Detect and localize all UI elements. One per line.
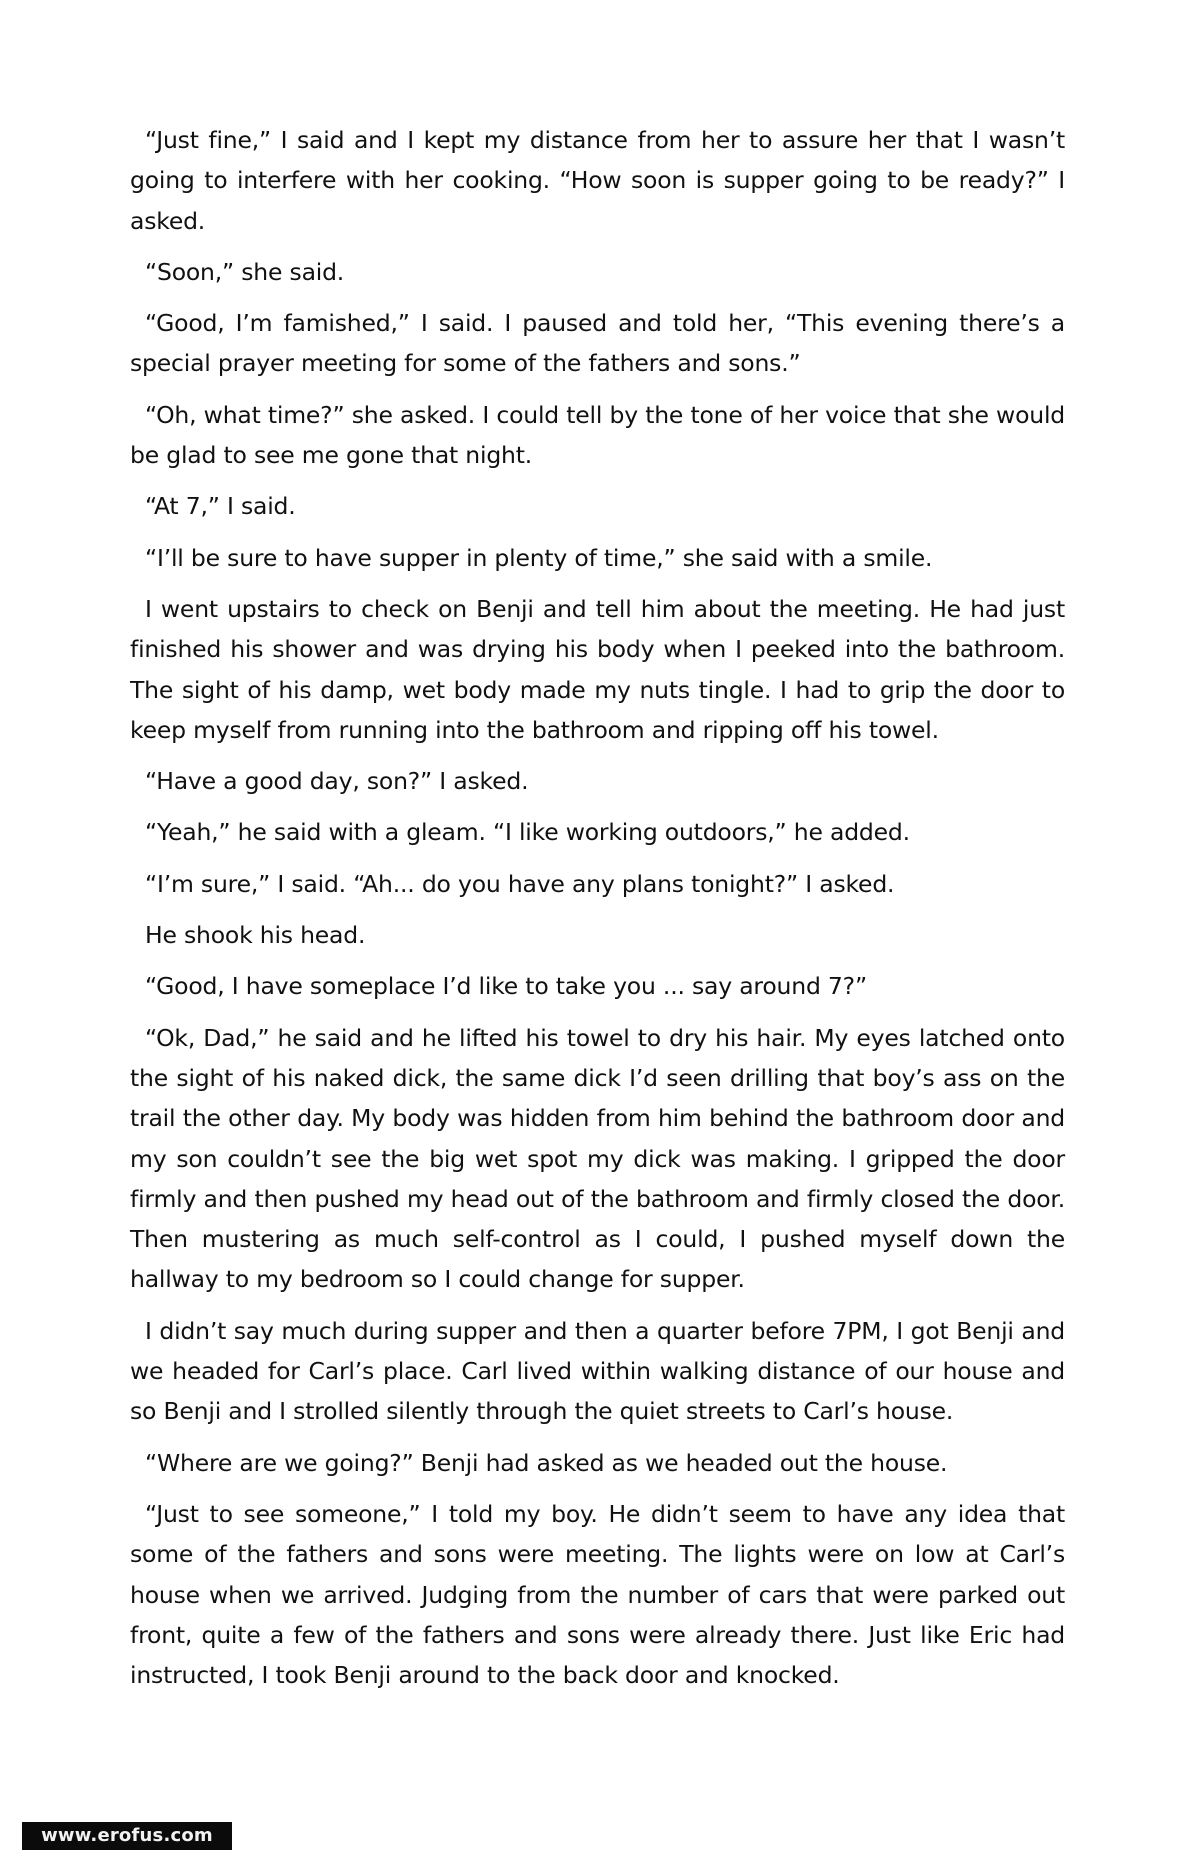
paragraph-10: “I’m sure,” I said. “Ah... do you have any plans tonight?” I asked. [145,869,895,898]
paragraph-4: “Oh, what time?” she asked. I could tell by the tone of her voice that she would be glad to see me gone that night. [130,400,1065,470]
paragraph-16: “Just to see someone,” I told my boy. He didn’t seem to have any idea that some of the fathers and sons were meeting. The lights were on low at Carl’s house when we arrived. Judging from the number of cars that were parked out front, quite a few of the fathers and sons were already there. Just like Eric had instructed, I took Benji around to the back door and knocked. [130,1499,1065,1690]
paragraph-13: “Ok, Dad,” he said and he lifted his towel to dry his hair. My eyes latched onto the sight of his naked dick, the same dick I’d seen drilling that boy’s ass on the trail the other day. My body was hidden from him behind the bathroom door and my son couldn’t see the big wet spot my dick was making. I gripped the door firmly and then pushed my head out of the bathroom and firmly closed the door. Then mustering as much self-control as I could, I pushed myself down the hallway to my bedroom so I could change for supper. [130,1023,1065,1294]
paragraph-12: “Good, I have someplace I’d like to take you ... say around 7?” [145,972,867,1001]
paragraph-1: “Just fine,” I said and I kept my distance from her to assure her that I wasn’t going to interfere with her cooking. “How soon is supper going to be ready?” I asked. [130,126,1065,235]
paragraph-15: “Where are we going?” Benji had asked as we headed out the house. [145,1448,948,1477]
paragraph-6: “I’ll be sure to have supper in plenty of time,” she said with a smile. [145,543,933,572]
paragraph-14: I didn’t say much during supper and then a quarter before 7PM, I got Benji and we headed for Carl’s place. Carl lived within walking distance of our house and so Benji and I strolled silently through the quiet streets to Carl’s house. [130,1316,1065,1426]
document-page [130,120,1065,1720]
paragraph-11: He shook his head. [145,921,366,950]
site-watermark: www.erofus.com [22,1822,232,1850]
paragraph-3: “Good, I’m famished,” I said. I paused and told her, “This evening there’s a special prayer meeting for some of the fathers and sons.” [130,309,1065,378]
paragraph-8: “Have a good day, son?” I asked. [145,767,529,796]
paragraph-9: “Yeah,” he said with a gleam. “I like working outdoors,” he added. [145,818,910,847]
paragraph-5: “At 7,” I said. [145,492,296,521]
paragraph-2: “Soon,” she said. [145,257,345,286]
paragraph-7: I went upstairs to check on Benji and tell him about the meeting. He had just finished his shower and was drying his body when I peeked into the bathroom. The sight of his damp, wet body made my nuts tingle. I had to grip the door to keep myself from running into the bathroom and ripping off his towel. [130,594,1065,744]
